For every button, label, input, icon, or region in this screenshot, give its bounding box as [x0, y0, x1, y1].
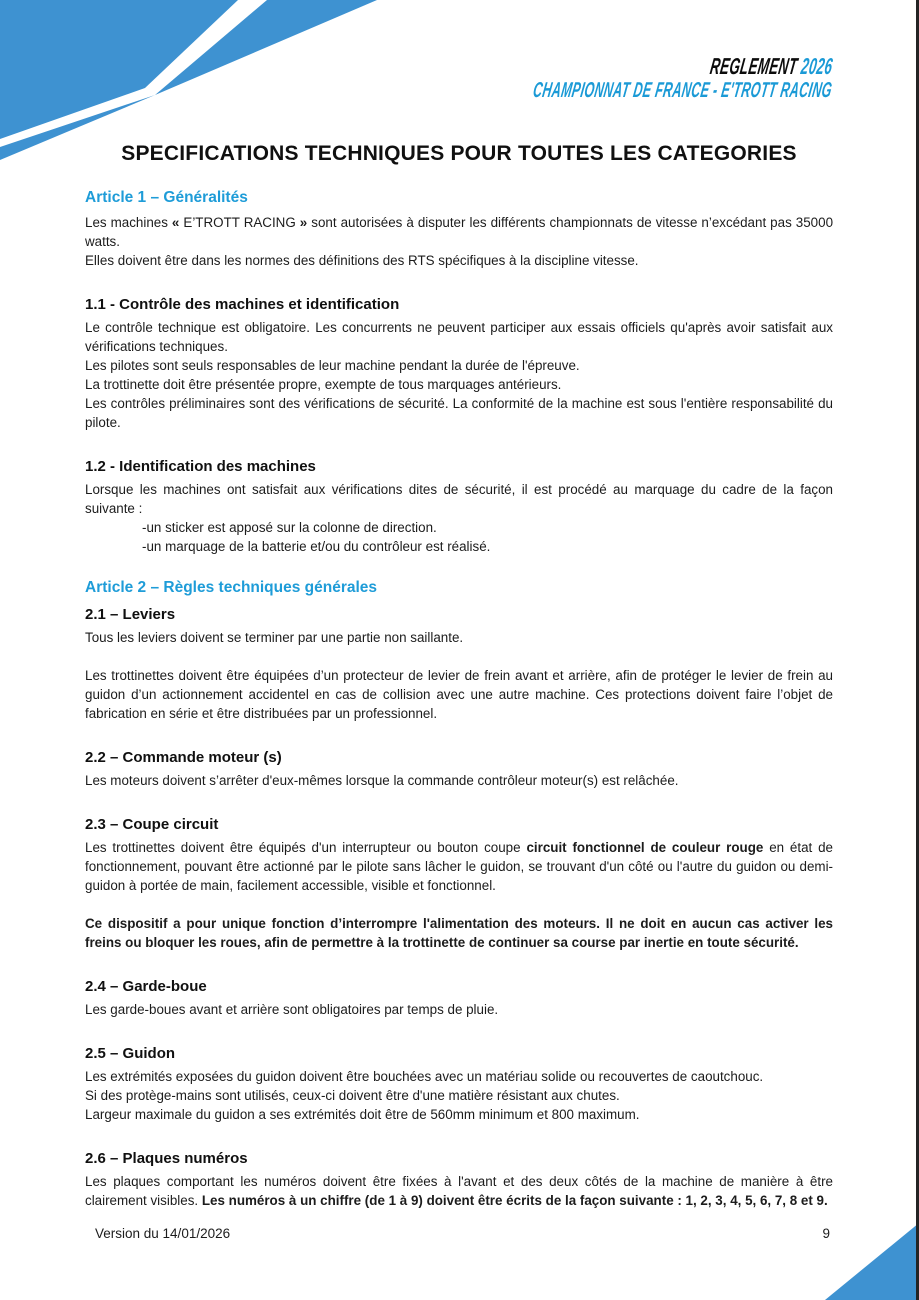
paragraph: Tous les leviers doivent se terminer par une partie non saillante.	[85, 630, 464, 645]
paragraph: Les extrémités exposées du guidon doivent être bouchées avec un matériau solide ou recouvertes de caoutchouc.	[85, 1069, 764, 1084]
section-heading: 1.2 - Identification des machines	[85, 458, 316, 475]
footer-page-number: 9	[822, 1226, 830, 1241]
document-body	[85, 0, 833, 1210]
paragraph: Les trottinettes doivent être équipées d’un protecteur de levier de frein avant et arrière, afin de protéger le levier de frein au guidon d’un actionnement accidentel en cas de collision avec une autre machine. Ces protections doivent faire l’objet de fabrication en série et être distribuées par un professionnel.	[85, 668, 833, 721]
paragraph: Ce dispositif a pour unique fonction d’interrompre l'alimentation des moteurs. Il ne doit en aucun cas activer les freins ou bloquer les roues, afin de permettre à la trottinette de continuer sa course par inertie en toute sécurité.	[85, 916, 833, 950]
header-regulation-line	[316, 53, 835, 79]
regulation-year: 2026	[799, 53, 835, 79]
regulation-label: REGLEMENT	[708, 53, 800, 79]
corner-triangle-icon	[825, 1223, 919, 1300]
paragraph-spacer	[85, 647, 833, 666]
section-heading: 2.5 – Guidon	[85, 1045, 176, 1062]
paragraph: Lorsque les machines ont satisfait aux vérifications dites de sécurité, il est procédé au marquage du cadre de la façon suivante :	[85, 482, 833, 516]
section-heading: 2.1 – Leviers	[85, 606, 176, 623]
section-heading: 2.3 – Coupe circuit	[85, 816, 219, 833]
paragraph: -un marquage de la batterie et/ou du contrôleur est réalisé.	[142, 539, 491, 554]
paragraph: Largeur maximale du guidon a ses extrémités doit être de 560mm minimum et 800 maximum.	[85, 1107, 640, 1122]
paragraph: -un sticker est apposé sur la colonne de direction.	[142, 520, 437, 535]
paragraph: Les pilotes sont seuls responsables de leur machine pendant la durée de l'épreuve.	[85, 358, 580, 373]
paragraph: Si des protège-mains sont utilisés, ceux-ci doivent être d'une matière résistant aux chutes.	[85, 1088, 620, 1103]
paragraph: Elles doivent être dans les normes des définitions des RTS spécifiques à la discipline vitesse.	[85, 253, 639, 268]
paragraph: Le contrôle technique est obligatoire. Les concurrents ne peuvent participer aux essais officiels qu'après avoir satisfait aux vérifications techniques.	[85, 320, 833, 354]
footer-version: Version du 14/01/2026	[95, 1226, 231, 1241]
paragraph: Les trottinettes doivent être équipés d'un interrupteur ou bouton coupe circuit fonctionnel de couleur rouge en état de fonctionnement, pouvant être actionné par le pilote sans lâcher le guidon, se trouvant d'un côté ou l'autre du guidon ou demi-guidon à portée de main, facilement accessible, visible et fonctionnel.	[85, 840, 834, 893]
paragraph: Les moteurs doivent s’arrêter d'eux-mêmes lorsque la commande contrôleur moteur(s) est relâchée.	[85, 773, 679, 788]
article-heading: Article 2 – Règles techniques générales	[85, 579, 378, 596]
section-heading: 2.4 – Garde-boue	[85, 978, 207, 995]
paragraph-spacer	[85, 895, 833, 914]
page-title: SPECIFICATIONS TECHNIQUES POUR TOUTES LES CATEGORIES	[121, 142, 797, 165]
page-footer	[95, 1226, 830, 1241]
section-heading: 2.2 – Commande moteur (s)	[85, 749, 282, 766]
paragraph: Les contrôles préliminaires sont des vérifications de sécurité. La conformité de la machine est sous l'entière responsabilité du pilote.	[85, 396, 833, 430]
paragraph: La trottinette doit être présentée propre, exempte de tous marquages antérieurs.	[85, 377, 562, 392]
article-heading: Article 1 – Généralités	[85, 189, 248, 206]
page-header	[316, 53, 835, 102]
paragraph: Les garde-boues avant et arrière sont obligatoires par temps de pluie.	[85, 1002, 499, 1017]
header-championship-line: CHAMPIONNAT DE FRANCE - E'TROTT RACING	[531, 78, 835, 102]
paragraph: Les machines « E’TROTT RACING » sont autorisées à disputer les différents championnats de vitesse n’excédant pas 35000 watts.	[85, 215, 834, 249]
section-heading: 2.6 – Plaques numéros	[85, 1150, 248, 1167]
section-heading: 1.1 - Contrôle des machines et identification	[85, 296, 400, 313]
paragraph: Les plaques comportant les numéros doivent être fixées à l'avant et des deux côtés de la machine de manière à être clairement visibles. Les numéros à un chiffre (de 1 à 9) doivent être écrits de la façon suivante : 1, 2, 3, 4, 5, 6, 7, 8 et 9.	[85, 1174, 833, 1208]
